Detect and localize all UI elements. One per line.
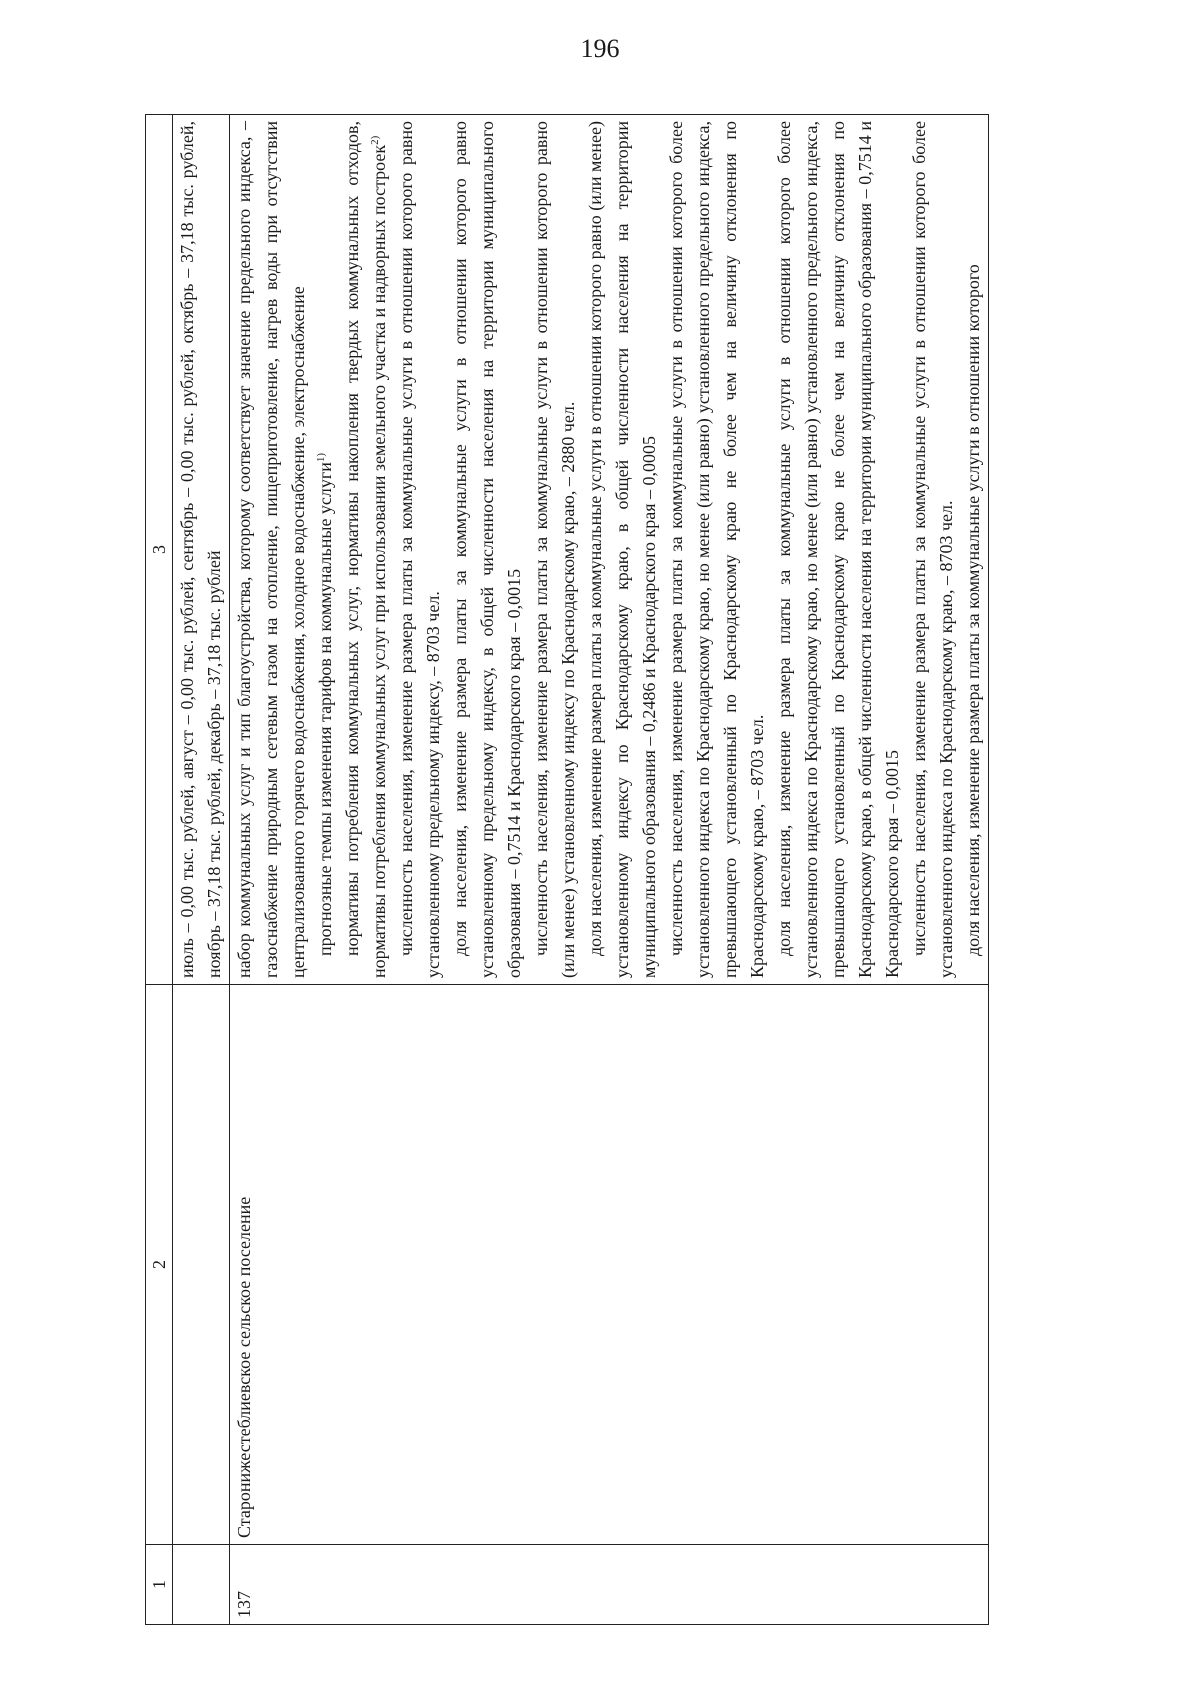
detail-paragraph: доля населения, изменение размера платы за коммунальные услуги в отношении которого [963, 264, 983, 956]
continuation-row [173, 115, 230, 1625]
detail-paragraph: прогнозные темпы изменения тарифов на коммунальные услуги$^{1)}$ [315, 452, 335, 956]
detail-paragraph: набор коммунальных услуг и тип благоустройства, которому соответствует значение предельного индекса, – газоснабжение природным сетевым газом на отопление, пищеприготовление, нагрев воды при отсутствии централизованного горячего водоснабжения, холодное водоснабжение, электроснабжение [234, 121, 308, 978]
detail-paragraph: доля населения, изменение размера платы за коммунальные услуги в отношении которого более установленного индекса по Краснодарскому краю, но менее (или равно) установленного предельного индекса, превышающего установленный по Краснодарскому краю не более чем на величину отклонения по Краснодарскому краю, в общей численности населения на территории муниципального образования – 0,7514 и Краснодарского края – 0,0015 [774, 121, 902, 978]
row-details [230, 115, 989, 985]
continuation-empty-1 [173, 1545, 230, 1625]
detail-paragraph: численность населения, изменение размера платы за коммунальные услуги в отношении которого равно (или менее) установленному индексу по Краснодарскому краю, – 2880 чел. [531, 121, 578, 978]
rotated-table-page [145, 115, 1085, 1625]
tariff-table [145, 114, 989, 1625]
table-row [230, 115, 989, 1625]
header-col-1: 1 [146, 1545, 173, 1625]
detail-paragraph: численность населения, изменение размера платы за коммунальные услуги в отношении которого равно установленному предельному индексу, – 8703 чел. [396, 121, 443, 978]
detail-paragraph: численность населения, изменение размера платы за коммунальные услуги в отношении которого более установленного индекса по Краснодарскому краю, но менее (или равно) установленного предельного индекса, превышающего установленный по Краснодарскому краю не более чем на величину отклонения по Краснодарскому краю, – 8703 чел. [666, 121, 767, 978]
settlement-name: Старонижестеблиевское сельское поселение [230, 985, 989, 1545]
detail-paragraph: численность населения, изменение размера платы за коммунальные услуги в отношении которого более установленного индекса по Краснодарскому краю, – 8703 чел. [909, 121, 956, 978]
row-number: 137 [230, 1545, 989, 1625]
header-col-3: 3 [146, 115, 173, 985]
detail-paragraph: доля населения, изменение размера платы за коммунальные услуги в отношении которого равно установленному предельному индексу, в общей численности населения на территории муниципального образования – 0,7514 и Краснодарского края – 0,0015 [450, 121, 524, 978]
page-number: 196 [580, 34, 620, 63]
continuation-empty-2 [173, 985, 230, 1545]
table-header-row [146, 115, 173, 1625]
header-col-2: 2 [146, 985, 173, 1545]
detail-paragraph: нормативы потребления коммунальных услуг, нормативы накопления твердых коммунальных отходов, нормативы потребления коммунальных услуг при использовании земельного участка и надворных построек$^{2)}$ [342, 121, 389, 978]
detail-paragraph: доля населения, изменение размера платы за коммунальные услуги в отношении которого равно (или менее) установленному индексу по Краснодарскому краю, в общей численности населения на территории муниципального образования – 0,2486 и Краснодарского края – 0,0005 [585, 121, 659, 978]
continuation-text: июль – 0,00 тыс. рублей, август – 0,00 тыс. рублей, сентябрь – 0,00 тыс. рублей, октябрь – 37,18 тыс. рублей, ноябрь – 37,18 тыс. рублей, декабрь – 37,18 тыс. рублей [173, 115, 230, 985]
